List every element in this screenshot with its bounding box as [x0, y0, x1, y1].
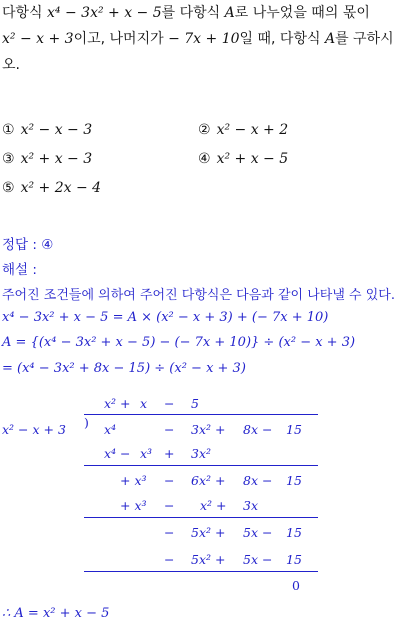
conclusion: ∴ A = x² + x − 5 — [2, 606, 110, 621]
explanation-intro: 주어진 조건들에 의하여 주어진 다항식은 다음과 같이 나타낼 수 있다. — [2, 288, 395, 303]
answer-label: 정답 : ④ — [2, 237, 54, 253]
choice-expr: x² + x − 5 — [216, 151, 289, 167]
question-part: 를 구하시 — [335, 31, 394, 47]
division-rule — [84, 571, 318, 572]
choice-2[interactable] — [198, 122, 288, 138]
division-cell: + x³ — [120, 498, 147, 513]
division-cell: + x³ — [120, 473, 147, 488]
question-part: 일 때, 다항식 — [239, 31, 325, 47]
equation-2: A = {(x⁴ − 3x² + x − 5) − (− 7x + 10)} ÷ (x² − x + 3) — [2, 335, 356, 350]
dividend-poly: x⁴ − 3x² + x − 5 — [47, 5, 162, 21]
division-cell: x² + — [200, 498, 227, 513]
quotient-poly: x² − x + 3 — [2, 31, 74, 47]
quotient-term: x — [140, 396, 148, 411]
division-cell: − — [164, 525, 175, 540]
question-part: 를 다항식 — [161, 5, 225, 21]
quotient-term: 5 — [191, 396, 199, 411]
division-rule — [84, 517, 318, 518]
quotient-term: x² + — [104, 396, 131, 411]
equation-1: x⁴ − 3x² + x − 5 = A × (x² − x + 3) + (− 7x + 10) — [2, 310, 329, 325]
division-cell: 5x² + — [191, 552, 226, 567]
division-cell: x⁴ − — [104, 446, 131, 461]
choice-5[interactable] — [2, 180, 101, 196]
division-bracket: ) — [84, 415, 89, 430]
division-cell: 3x² + — [191, 422, 226, 437]
division-cell: − — [164, 422, 175, 437]
question-text — [2, 0, 398, 78]
quotient-term: − — [164, 396, 175, 411]
division-cell: 15 — [286, 552, 302, 567]
explanation-label: 해설 : — [2, 262, 37, 278]
division-remainder: 0 — [292, 578, 300, 593]
choice-1[interactable] — [2, 122, 92, 138]
choice-number: ① — [2, 122, 15, 138]
choice-number: ② — [198, 122, 211, 138]
question-part: 로 나누었을 때의 몫이 — [234, 5, 370, 21]
choice-expr: x² − x − 3 — [20, 122, 93, 138]
choice-expr: x² − x + 2 — [216, 122, 289, 138]
var-a: A — [324, 31, 336, 47]
division-cell: x³ — [140, 446, 153, 461]
choice-number: ④ — [198, 151, 211, 167]
equation-3: = (x⁴ − 3x² + 8x − 15) ÷ (x² − x + 3) — [2, 361, 246, 376]
var-a: A — [224, 5, 235, 21]
division-cell: x⁴ — [104, 422, 117, 437]
division-cell: 8x − — [243, 473, 273, 488]
division-cell: 5x − — [243, 552, 273, 567]
division-cell: 5x − — [243, 525, 273, 540]
choice-3[interactable] — [2, 151, 92, 167]
question-part: 오. — [2, 57, 20, 73]
choice-expr: x² + x − 3 — [20, 151, 93, 167]
choice-expr: x² + 2x − 4 — [20, 180, 102, 196]
division-cell: 15 — [286, 473, 302, 488]
division-cell: 3x — [243, 498, 259, 513]
division-cell: 3x² — [191, 446, 212, 461]
division-cell: − — [164, 552, 175, 567]
division-cell: − — [164, 473, 175, 488]
division-cell: 15 — [286, 422, 302, 437]
division-cell: − — [164, 498, 175, 513]
divisor: x² − x + 3 — [2, 422, 66, 437]
choice-number: ⑤ — [2, 180, 15, 196]
division-cell: 5x² + — [191, 525, 226, 540]
division-cell: + — [164, 446, 175, 461]
question-part: 다항식 — [2, 5, 48, 21]
division-cell: 8x − — [243, 422, 273, 437]
choice-4[interactable] — [198, 151, 288, 167]
division-cell: 6x² + — [191, 473, 226, 488]
division-rule — [84, 414, 318, 415]
question-part: 이고, 나머지가 — [73, 31, 169, 47]
division-rule — [84, 465, 318, 466]
remainder-poly: − 7x + 10 — [168, 31, 240, 47]
choice-number: ③ — [2, 151, 15, 167]
division-cell: 15 — [286, 525, 302, 540]
